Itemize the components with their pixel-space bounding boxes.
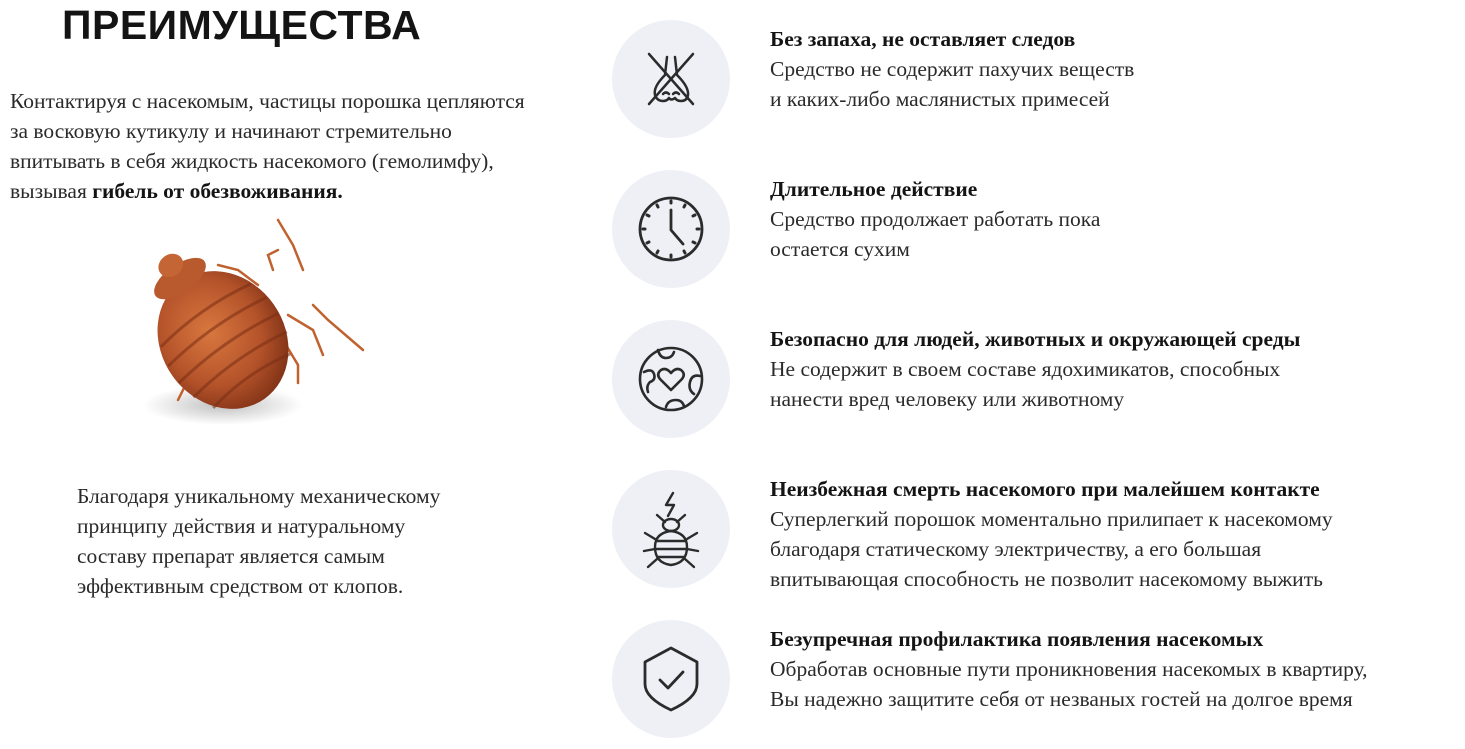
- feature-title: Без запаха, не оставляет следов: [770, 27, 1076, 51]
- bug-lightning-icon: [639, 489, 703, 569]
- intro-emphasis: гибель от обезвоживания.: [92, 179, 343, 203]
- feature-description-line: нанести вред человеку или животному: [770, 387, 1125, 411]
- summary-line: составу препарат является самым: [77, 544, 385, 568]
- feature-description-line: Вы надежно защитите себя от незваных гостей на долгое время: [770, 687, 1353, 711]
- summary-line: принципу действия и натуральному: [77, 514, 406, 538]
- feature-description-line: Средство не содержит пахучих веществ: [770, 57, 1135, 81]
- summary-paragraph: [77, 481, 440, 601]
- intro-line: впитывать в себя жидкость насекомого (гемолимфу),: [10, 149, 494, 173]
- feature-description-line: Суперлегкий порошок моментально прилипает к насекомому: [770, 507, 1333, 531]
- icon-circle: [612, 620, 730, 738]
- feature-safe: [612, 320, 1462, 440]
- feature-title: Длительное действие: [770, 177, 978, 201]
- intro-line: [10, 176, 620, 206]
- intro-paragraph: [10, 86, 620, 206]
- summary-line: эффективным средством от клопов.: [77, 574, 404, 598]
- clock-icon: [636, 194, 706, 264]
- feature-description: [770, 354, 1300, 414]
- feature-description-line: впитывающая способность не позволит насекомому выжить: [770, 567, 1323, 591]
- no-smell-icon: [641, 49, 701, 109]
- feature-description-line: и каких-либо маслянистых примесей: [770, 87, 1110, 111]
- feature-description-line: благодаря статическому электричеству, а его большая: [770, 537, 1262, 561]
- icon-circle: [612, 320, 730, 438]
- feature-prevention: [612, 620, 1462, 740]
- shield-check-icon: [640, 644, 702, 714]
- feature-long-action: [612, 170, 1462, 290]
- feature-description-line: Средство продолжает работать пока: [770, 207, 1101, 231]
- feature-certain-death: [612, 470, 1462, 590]
- icon-circle: [612, 170, 730, 288]
- feature-description-line: Не содержит в своем составе ядохимикатов, способных: [770, 357, 1281, 381]
- feature-description: [770, 54, 1134, 114]
- feature-title: Безопасно для людей, животных и окружающей среды: [770, 327, 1301, 351]
- summary-line: Благодаря уникальному механическому: [77, 484, 441, 508]
- eco-globe-heart-icon: [636, 344, 706, 414]
- page-title: ПРЕИМУЩЕСТВА: [62, 2, 422, 48]
- feature-description: [770, 654, 1368, 714]
- feature-title: Неизбежная смерть насекомого при малейшем контакте: [770, 477, 1320, 501]
- bedbug-image: [128, 215, 378, 445]
- feature-description-line: остается сухим: [770, 237, 910, 261]
- feature-title: Безупречная профилактика появления насекомых: [770, 627, 1264, 651]
- feature-description: [770, 504, 1333, 594]
- feature-description: [770, 204, 1100, 264]
- feature-description-line: Обработав основные пути проникновения насекомых в квартиру,: [770, 657, 1368, 681]
- intro-line: за восковую кутикулу и начинают стремительно: [10, 119, 452, 143]
- intro-line-prefix: вызывая: [10, 179, 93, 203]
- feature-no-smell: [612, 20, 1462, 140]
- icon-circle: [612, 20, 730, 138]
- intro-line: Контактируя с насекомым, частицы порошка цепляются: [10, 89, 525, 113]
- icon-circle: [612, 470, 730, 588]
